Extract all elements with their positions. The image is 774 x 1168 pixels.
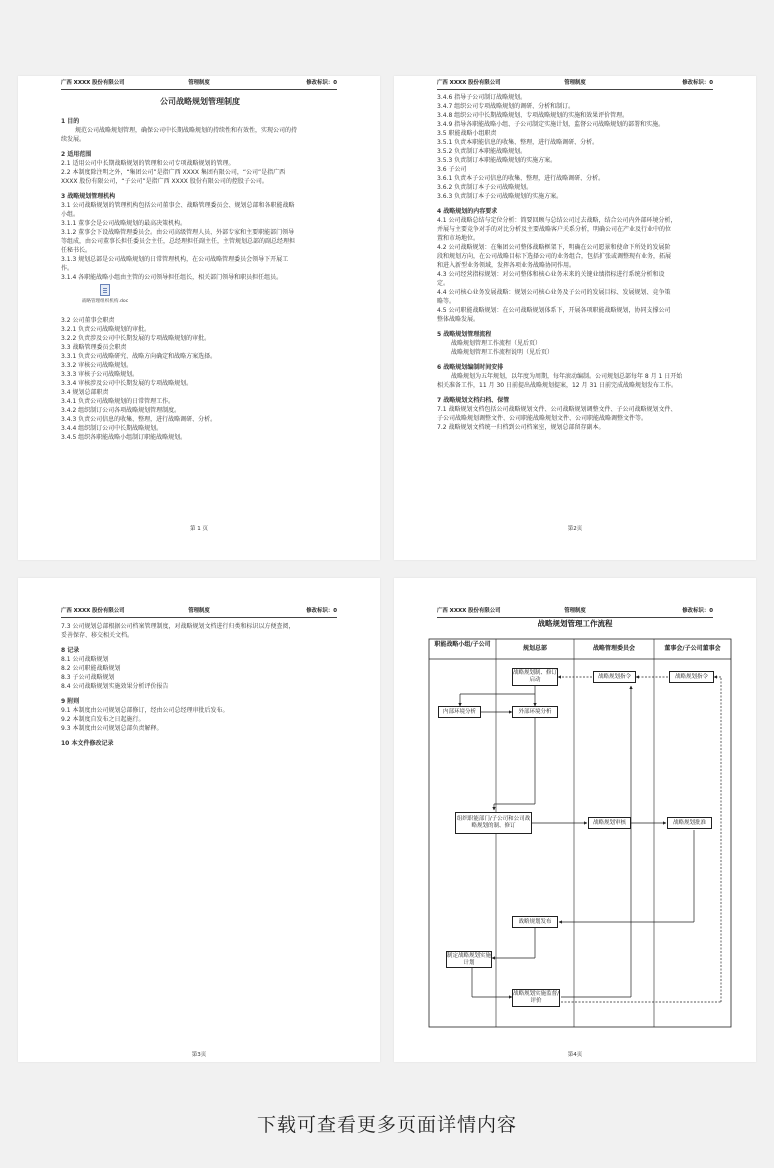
text-line: 4.5 公司职能战略规划：在公司战略规划体系下，开展各项职能战略规划，协同支撑公司 <box>437 307 671 314</box>
text-line: 4.2 公司战略规划：在集团公司整体战略框架下，明确在公司愿景和使命下所处的发展阶 <box>437 244 671 251</box>
header-revision: 修改标识：0 <box>306 608 337 614</box>
text-line: 作。 <box>61 265 74 272</box>
header-company: 广西 XXXX 股份有限公司 <box>61 80 125 86</box>
flow-node-draft-start: 战略规划制、修订启动 <box>512 668 558 686</box>
section-heading: 1 目的 <box>61 118 80 125</box>
lane-header-strategy-group: 职能战略小组/子公司 <box>434 641 491 648</box>
flow-node-implementation-plan: 制定战略规划实施计划 <box>446 951 492 968</box>
text-line: 战略规划管理工作流程说明（见后页） <box>451 349 554 356</box>
text-line: 小组。 <box>61 211 80 218</box>
text-line: 等组成，由公司董事长担任委员会主任，总经理担任副主任，主管规划总部的副总经理担 <box>61 238 296 245</box>
page-header <box>61 606 337 618</box>
text-line: 子公司战略规划调整文件、公司职能战略规划文件、公司职能战略调整文件等。 <box>437 415 648 422</box>
text-line: 3.5 职能战略小组职责 <box>437 130 497 137</box>
text-line: 3.4.8 组织公司中长期战略规划、专项战略规划的实施和效果评价管理。 <box>437 112 629 119</box>
page-body <box>437 93 715 432</box>
text-line: 8.2 公司职能战略规划 <box>61 665 121 672</box>
text-line: 3.3.1 负责公司战略研究、战略方向确定和战略方案选择。 <box>61 353 217 360</box>
text-line: 段和规划方向，在公司战略目标下选择公司的业务组合，包括扩张或调整现有业务，拓展 <box>437 253 672 260</box>
flowchart-title: 战略规划管理工作流程 <box>537 619 613 628</box>
flow-node-committee-instruction: 战略规划指令 <box>593 671 636 683</box>
text-line: 3.6.1 负责本子公司信息的收集、整理，进行战略调研、分析。 <box>437 175 605 182</box>
text-line: 7.1 战略规划文档包括公司战略规划文件、公司战略规划调整文件、子公司战略规划文件、 <box>437 406 677 413</box>
section-heading: 2 适用范围 <box>61 151 92 158</box>
text-block <box>61 316 339 442</box>
header-revision: 修改标识：0 <box>306 80 337 86</box>
lane-header-planning-hq: 规划总部 <box>522 645 547 652</box>
text-line: 规范公司战略规划管理，确保公司中长期战略规划的持续性和有效性，实现公司的持 <box>75 127 298 134</box>
page-header <box>61 78 337 90</box>
text-line: 战略规划为五年规划，以年度为周期，每年滚动编制。公司规划总部每年 8 月 1 日开始 <box>451 373 683 380</box>
document-page-1 <box>18 76 380 560</box>
text-line: 略等。 <box>437 298 456 305</box>
lane-header-committee: 战略管理委员会 <box>592 645 635 652</box>
text-line: 3.5.3 负责制订本职能战略规划的实施方案。 <box>437 157 557 164</box>
text-line: 定。 <box>437 280 450 287</box>
text-line: 3.5.2 负责制订本职能战略规划。 <box>437 148 527 155</box>
flow-node-review: 战略规划审核 <box>588 817 631 829</box>
text-line: 7.3 公司规划总部根据公司档案管理制度，对战略规划文档进行归类和标识以方便查阅， <box>61 623 295 630</box>
page-number: 第4页 <box>567 1052 583 1058</box>
page-title: 公司战略规划管理制度 <box>160 97 240 106</box>
document-page-3 <box>18 578 380 1062</box>
text-line: 和进入新型业务领域，发挥各项业务战略协同作用。 <box>437 262 576 269</box>
text-line: 3.4.1 负责公司战略规划的日常管理工作。 <box>61 398 175 405</box>
flow-node-external-analysis: 外部环境分析 <box>512 706 558 718</box>
text-line: 3.6.3 负责制订本子公司战略规划的实施方案。 <box>437 193 563 200</box>
text-line: 3.1 公司战略规划的管理机构包括公司董事会、战略管理委员会、规划总部和各职能战略 <box>61 202 295 209</box>
text-line: 3.2.2 负责涉及公司中长期发展的专项战略规划的审批。 <box>61 335 211 342</box>
header-doc-type: 管理制度 <box>564 608 586 614</box>
section-heading: 9 附则 <box>61 698 80 705</box>
text-line: 3.3.2 审核公司战略规划。 <box>61 362 133 369</box>
header-company: 广西 XXXX 股份有限公司 <box>61 608 125 614</box>
text-line: 3.4.2 组织制订公司各项战略规划管理制度。 <box>61 407 181 414</box>
flow-node-monitor-evaluate: 战略规划实施监督/评价 <box>512 989 560 1007</box>
header-doc-type: 管理制度 <box>564 80 586 86</box>
text-line: 3.4.9 指导各职能战略小组、子公司制定实施计划，监督公司战略规划的部署和实施。 <box>437 121 665 128</box>
text-line: 3.5.1 负责本职能信息的收集、整理，进行战略调研、分析。 <box>437 139 599 146</box>
section-heading: 6 战略规划编制时间安排 <box>437 364 504 371</box>
text-line: 9.1 本制度由公司规划总部修订，经由公司总经理审批后发布。 <box>61 707 229 714</box>
text-line: 3.3.4 审核涉及公司中长期发展的专项战略规划。 <box>61 380 193 387</box>
page-body <box>61 96 339 442</box>
page-number: 第 1 页 <box>190 526 208 532</box>
text-line: 3.4.4 组织制订公司中长期战略规划。 <box>61 425 163 432</box>
section-heading: 10 本文件修改记录 <box>61 740 114 747</box>
section-heading: 8 记录 <box>61 647 80 654</box>
text-block <box>61 622 339 748</box>
text-line: 相关准备工作，11 月 30 日前提出战略规划提案，12 月 31 日前完成战略规划发布工作。 <box>437 382 677 389</box>
text-line: 并展与主要竞争对手的对比分析及主要战略客户关系分析，明确公司在产业及行业中的位 <box>437 226 672 233</box>
section-heading: 7 战略规划文档归档、保管 <box>437 397 510 404</box>
text-line: 续发展。 <box>61 136 86 143</box>
text-line: 3.4.7 组织公司专项战略规划的调研、分析和制订。 <box>437 103 575 110</box>
document-page-4 <box>394 578 756 1062</box>
document-page-2 <box>394 76 756 560</box>
page-number: 第2页 <box>567 526 583 532</box>
text-line: 3.1.2 董事会下设战略管理委员会。由公司高级管理人员、外部专家和主要职能部门领导 <box>61 229 295 236</box>
text-line: 8.3 子公司战略规划 <box>61 674 115 681</box>
text-line: 3.1.4 各职能战略小组由主管的公司领导担任组长，相关部门领导和职员担任组员。 <box>61 274 283 281</box>
page-body <box>61 622 339 748</box>
text-line: 3.3 战略管理委员会职责 <box>61 344 127 351</box>
header-company: 广西 XXXX 股份有限公司 <box>437 608 501 614</box>
section-heading: 4 战略规划的内容要求 <box>437 208 498 215</box>
text-line: 整体战略发展。 <box>437 316 480 323</box>
flow-node-publish: 战略规划发布 <box>512 916 558 928</box>
text-line: 3.4 规划总部职责 <box>61 389 109 396</box>
text-line: 3.2.1 负责公司战略规划的审批。 <box>61 326 151 333</box>
text-line: 3.4.5 组织各职能战略小组制订职能战略规划。 <box>61 434 187 441</box>
text-block <box>61 117 339 282</box>
text-line: 任秘书长。 <box>61 247 92 254</box>
text-line: 3.6 子公司 <box>437 166 467 173</box>
text-line: 9.3 本制度由公司规划总部负责解释。 <box>61 725 163 732</box>
page-header <box>437 78 713 90</box>
text-line: 4.3 公司经营指标规划：对公司整体和核心业务未来的关键业绩指标进行系统分析和设 <box>437 271 665 278</box>
text-line: 3.1.1 董事会是公司战略规划的最高决策机构。 <box>61 220 187 227</box>
text-line: 4.1 公司战略总结与定位分析：简要回顾与总结公司过去战略，结合公司内外部环境分析， <box>437 217 677 224</box>
flow-node-internal-analysis: 内部环境分析 <box>438 706 481 718</box>
header-revision: 修改标识：0 <box>682 80 713 86</box>
text-line: 2.1 适用公司中长期战略规划的管理和公司专项战略规划的管理。 <box>61 160 235 167</box>
attachment-icon[interactable] <box>81 284 129 305</box>
text-line: 8.1 公司战略规划 <box>61 656 109 663</box>
text-line: 3.4.6 指导子公司制订战略规划。 <box>437 94 527 101</box>
flow-node-organize-drafting: 组织职能部门/子公司和公司战略规划的制、修订 <box>455 812 532 834</box>
header-doc-type: 管理制度 <box>188 80 210 86</box>
attachment-area <box>61 282 339 316</box>
page-number: 第3页 <box>191 1052 207 1058</box>
attachment-label: 战略管理组织机构.doc <box>81 299 129 304</box>
header-doc-type: 管理制度 <box>188 608 210 614</box>
text-line: 3.1.3 规划总部是公司战略规划的日常管理机构，在公司战略管理委员会领导下开展工 <box>61 256 289 263</box>
text-line: 3.6.2 负责制订本子公司战略规划。 <box>437 184 533 191</box>
text-line: 战略规划管理工作流程（见后页） <box>451 340 542 347</box>
text-line: 9.2 本制度自发布之日起施行。 <box>61 716 145 723</box>
text-line: XXXX 股份有限公司，“子公司”是指广西 XXXX 股份有限公司的控股子公司。 <box>61 178 268 185</box>
header-company: 广西 XXXX 股份有限公司 <box>437 80 501 86</box>
header-revision: 修改标识：0 <box>682 608 713 614</box>
section-heading: 3 战略规划管理机构 <box>61 193 116 200</box>
flow-node-approve: 战略规划批准 <box>667 817 712 829</box>
section-heading: 5 战略规划管理流程 <box>437 331 492 338</box>
text-line: 置和市场地位。 <box>437 235 480 242</box>
download-more-caption[interactable]: 下载可查看更多页面详情内容 <box>256 1114 517 1136</box>
lane-header-board: 董事会/子公司董事会 <box>664 645 721 652</box>
text-line: 妥善保存、移交相关文档。 <box>61 632 134 639</box>
text-line: 7.2 战略规划文档统一归档到公司档案室，规划总部留存副本。 <box>437 424 605 431</box>
text-line: 3.4.3 负责公司信息的收集、整理，进行战略调研、分析。 <box>61 416 217 423</box>
text-line: 8.4 公司战略规划实施效果分析评价报告 <box>61 683 169 690</box>
document-icon <box>100 284 110 296</box>
text-line: 3.2 公司董事会职责 <box>61 317 115 324</box>
text-block <box>437 93 715 432</box>
text-line: 2.2 本制度除注明之外，“集团公司”是指广西 XXXX 集团有限公司，“公司”是指广西 <box>61 169 286 176</box>
text-line: 3.3.3 审核子公司战略规划。 <box>61 371 139 378</box>
flow-node-board-instruction: 战略规划指令 <box>669 671 714 683</box>
text-line: 4.4 公司核心业务发展战略：规划公司核心业务及子公司的发展目标、发展规划、竞争策 <box>437 289 671 296</box>
